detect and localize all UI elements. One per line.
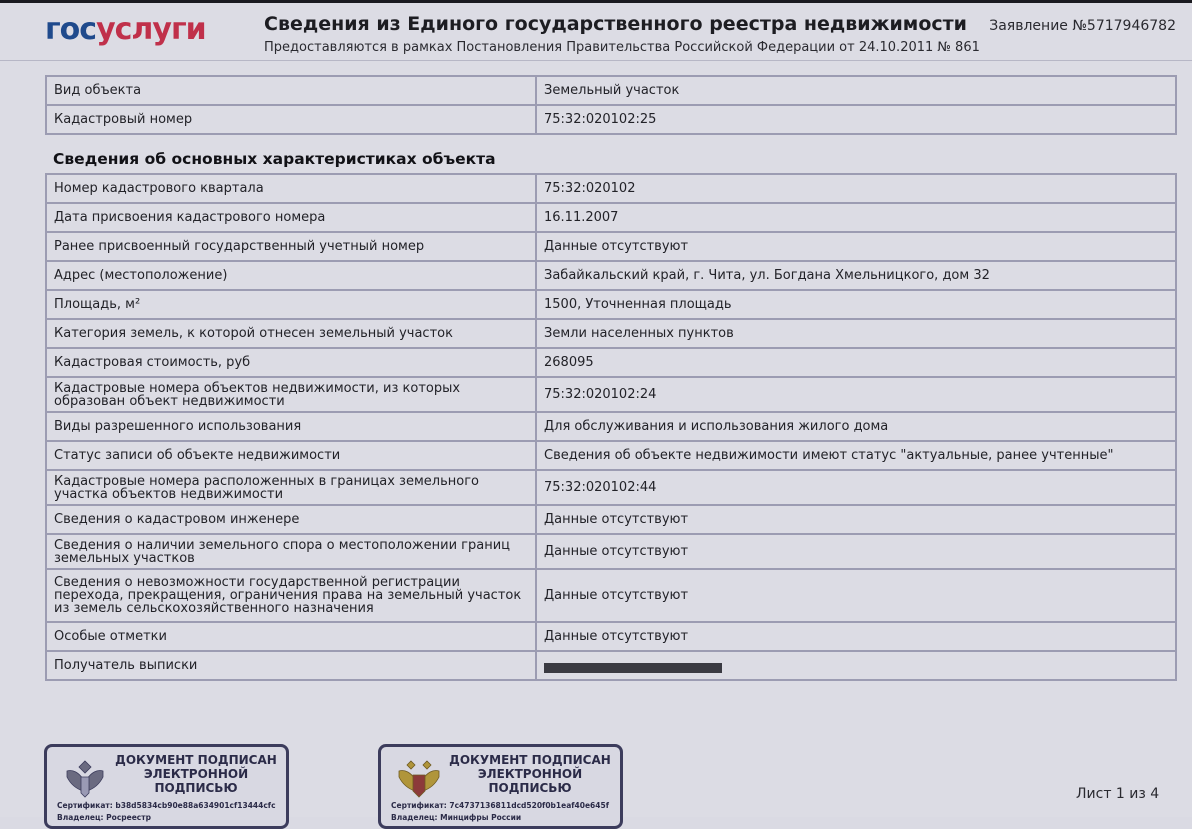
characteristics-table (45, 173, 1177, 681)
row-value: Данные отсутствуют (536, 534, 1176, 569)
row-value: 75:32:020102:44 (536, 470, 1176, 505)
row-label: Получатель выписки (46, 651, 536, 680)
rosreestr-emblem-icon (61, 755, 109, 803)
stamp-owner: Владелец: Минцифры России (391, 813, 522, 822)
table-row (46, 505, 1176, 534)
header (0, 3, 1192, 61)
row-label: Кадастровые номера расположенных в границах земельного участка объектов недвижимости (46, 470, 536, 505)
table-row (46, 622, 1176, 651)
row-label: Ранее присвоенный государственный учетный номер (46, 232, 536, 261)
table-row (46, 203, 1176, 232)
row-value: Данные отсутствуют (536, 232, 1176, 261)
row-label: Кадастровый номер (46, 105, 536, 134)
logo-part-2: услуги (96, 12, 206, 47)
row-value: 16.11.2007 (536, 203, 1176, 232)
signature-stamp-rosreestr (44, 744, 289, 829)
row-label: Кадастровая стоимость, руб (46, 348, 536, 377)
table-row (46, 569, 1176, 622)
section-title: Сведения об основных характеристиках объекта (53, 150, 496, 168)
row-label: Статус записи об объекте недвижимости (46, 441, 536, 470)
signature-stamp-mintsifry (378, 744, 623, 829)
row-value: 1500, Уточненная площадь (536, 290, 1176, 319)
row-value: Данные отсутствуют (536, 505, 1176, 534)
row-label: Номер кадастрового квартала (46, 174, 536, 203)
row-value (536, 651, 1176, 680)
logo-part-1: гос (45, 12, 97, 47)
row-value: Данные отсутствуют (536, 622, 1176, 651)
stamp-title: ДОКУМЕНТ ПОДПИСАН ЭЛЕКТРОННОЙ ПОДПИСЬЮ (115, 753, 277, 795)
row-label: Сведения о невозможности государственной регистрации перехода, прекращения, ограничения права на земельный участок из земель сельскохозяйственного назначения (46, 569, 536, 622)
stamp-certificate: Сертификат: b38d5834cb90e88a634901cf13444cfc (57, 801, 276, 810)
row-value: Сведения об объекте недвижимости имеют статус "актуальные, ранее учтенные" (536, 441, 1176, 470)
row-value: 75:32:020102:25 (536, 105, 1176, 134)
sheet-counter: Лист 1 из 4 (1076, 786, 1160, 802)
row-value: Данные отсутствуют (536, 569, 1176, 622)
row-value: Земли населенных пунктов (536, 319, 1176, 348)
table-row (46, 174, 1176, 203)
row-label: Сведения о наличии земельного спора о местоположении границ земельных участков (46, 534, 536, 569)
document-subtitle: Предоставляются в рамках Постановления Правительства Российской Федерации от 24.10.2011 № 861 (264, 40, 980, 55)
stamp-certificate: Сертификат: 7c4737136811dcd520f0b1eaf40e645f (391, 801, 609, 810)
redacted-recipient-name (544, 663, 722, 673)
table-row (46, 105, 1176, 134)
row-label: Особые отметки (46, 622, 536, 651)
row-label: Площадь, м² (46, 290, 536, 319)
stamp-owner: Владелец: Росреестр (57, 813, 151, 822)
object-table (45, 75, 1177, 135)
row-value: Земельный участок (536, 76, 1176, 105)
table-row (46, 232, 1176, 261)
document-title: Сведения из Единого государственного реестра недвижимости (264, 13, 967, 35)
coat-of-arms-icon (395, 755, 443, 803)
gosuslugi-logo (45, 13, 206, 47)
application-number: Заявление №5717946782 (989, 18, 1176, 34)
table-row (46, 534, 1176, 569)
table-row (46, 470, 1176, 505)
stamp-title: ДОКУМЕНТ ПОДПИСАН ЭЛЕКТРОННОЙ ПОДПИСЬЮ (449, 753, 611, 795)
row-label: Категория земель, к которой отнесен земельный участок (46, 319, 536, 348)
row-label: Вид объекта (46, 76, 536, 105)
table-row (46, 76, 1176, 105)
table-row (46, 651, 1176, 680)
table-row (46, 412, 1176, 441)
row-value: Для обслуживания и использования жилого дома (536, 412, 1176, 441)
table-row (46, 290, 1176, 319)
table-row (46, 261, 1176, 290)
table-row (46, 319, 1176, 348)
table-row (46, 377, 1176, 412)
table-row (46, 441, 1176, 470)
row-label: Дата присвоения кадастрового номера (46, 203, 536, 232)
row-value: 75:32:020102 (536, 174, 1176, 203)
table-row (46, 348, 1176, 377)
row-label: Сведения о кадастровом инженере (46, 505, 536, 534)
row-value: 268095 (536, 348, 1176, 377)
row-value: Забайкальский край, г. Чита, ул. Богдана Хмельницкого, дом 32 (536, 261, 1176, 290)
row-label: Виды разрешенного использования (46, 412, 536, 441)
row-label: Кадастровые номера объектов недвижимости, из которых образован объект недвижимости (46, 377, 536, 412)
row-value: 75:32:020102:24 (536, 377, 1176, 412)
row-label: Адрес (местоположение) (46, 261, 536, 290)
